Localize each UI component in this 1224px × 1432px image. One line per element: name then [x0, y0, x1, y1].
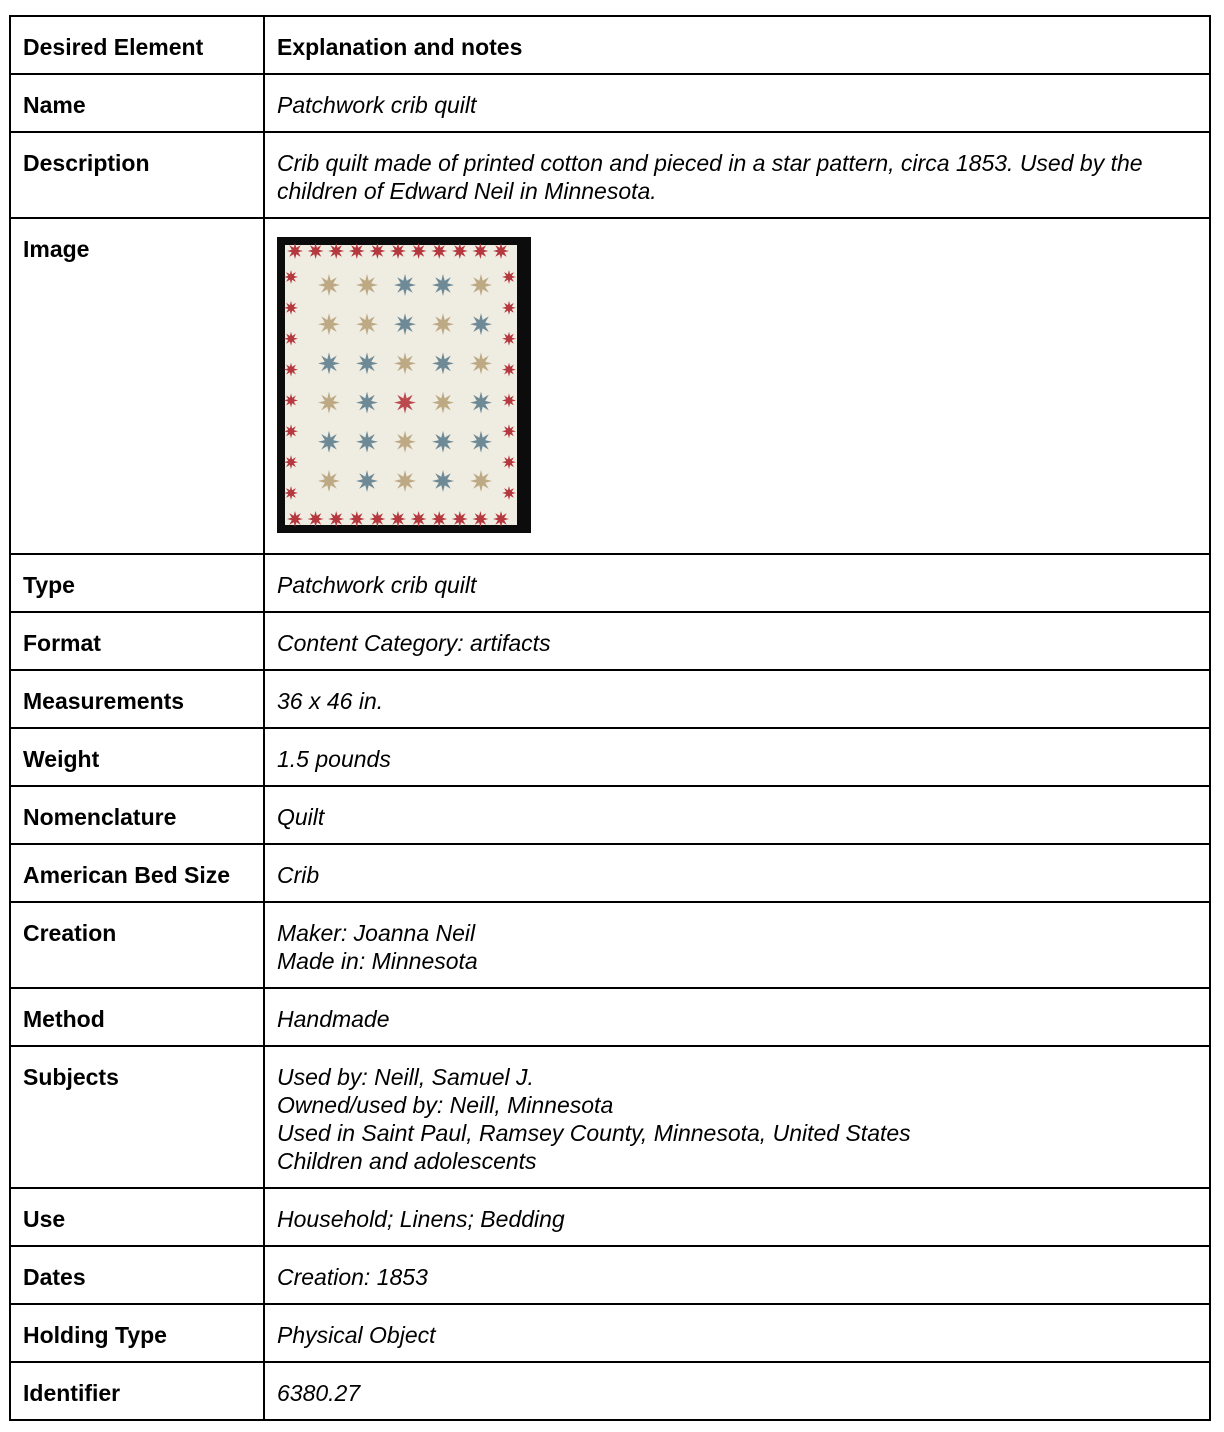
- row-label: Format: [10, 612, 264, 670]
- quilt-star: [318, 431, 340, 453]
- row-value: [264, 554, 1210, 612]
- border-star: [287, 511, 303, 527]
- quilt-star: [432, 352, 454, 374]
- table-row: [10, 902, 1210, 988]
- table-row: [10, 988, 1210, 1046]
- header-desired-element: Desired Element: [10, 16, 264, 74]
- quilt-star: [470, 431, 492, 453]
- row-value: [264, 1246, 1210, 1304]
- quilt-star: [394, 313, 416, 335]
- row-label: American Bed Size: [10, 844, 264, 902]
- value-line: Physical Object: [277, 1322, 436, 1348]
- quilt-star: [394, 431, 416, 453]
- row-label: Description: [10, 132, 264, 218]
- quilt-star: [470, 313, 492, 335]
- border-star: [390, 511, 406, 527]
- quilt-star: [356, 470, 378, 492]
- quilt-star: [432, 470, 454, 492]
- border-star: [369, 511, 385, 527]
- border-star: [411, 243, 427, 259]
- quilt-star: [432, 392, 454, 414]
- row-label: Identifier: [10, 1362, 264, 1420]
- quilt-star: [394, 352, 416, 374]
- row-value: [264, 132, 1210, 218]
- quilt-star: [470, 352, 492, 374]
- quilt-star: [318, 274, 340, 296]
- row-label: Holding Type: [10, 1304, 264, 1362]
- value-line: Made in: Minnesota: [277, 948, 478, 974]
- row-label: Subjects: [10, 1046, 264, 1188]
- border-star: [472, 243, 488, 259]
- quilt-star: [318, 352, 340, 374]
- border-star: [431, 243, 447, 259]
- value-line: Maker: Joanna Neil: [277, 920, 476, 946]
- row-value: [264, 844, 1210, 902]
- quilt-star: [356, 313, 378, 335]
- quilt-star: [432, 431, 454, 453]
- value-line: 36 x 46 in.: [277, 688, 384, 714]
- row-value: [264, 612, 1210, 670]
- header-explanation: Explanation and notes: [264, 16, 1210, 74]
- row-label: Weight: [10, 728, 264, 786]
- border-star: [308, 511, 324, 527]
- row-value: [264, 786, 1210, 844]
- table-row: [10, 1246, 1210, 1304]
- row-label: Type: [10, 554, 264, 612]
- table-row: [10, 218, 1210, 554]
- value-line: Children and adolescents: [277, 1148, 537, 1174]
- quilt-star: [432, 274, 454, 296]
- table-row: [10, 612, 1210, 670]
- row-label: Measurements: [10, 670, 264, 728]
- border-star: [493, 243, 509, 259]
- value-line: Handmade: [277, 1006, 390, 1032]
- row-label: Dates: [10, 1246, 264, 1304]
- table-header-row: [10, 16, 1210, 74]
- quilt-star: [394, 392, 416, 414]
- value-line: Used in Saint Paul, Ramsey County, Minnesota, United States: [277, 1120, 911, 1146]
- table-row: [10, 1188, 1210, 1246]
- table-row: [10, 844, 1210, 902]
- table-row: [10, 132, 1210, 218]
- border-star: [349, 243, 365, 259]
- metadata-table: [9, 15, 1211, 1421]
- quilt-star: [356, 431, 378, 453]
- border-star: [328, 243, 344, 259]
- metadata-table-body: [10, 16, 1210, 1420]
- row-value: [264, 902, 1210, 988]
- table-row: [10, 1304, 1210, 1362]
- border-star: [287, 243, 303, 259]
- quilt-star: [318, 470, 340, 492]
- quilt-image: [277, 237, 531, 533]
- value-line: Creation: 1853: [277, 1264, 428, 1290]
- border-star: [284, 270, 298, 284]
- border-star: [431, 511, 447, 527]
- value-line: Used by: Neill, Samuel J.: [277, 1064, 534, 1090]
- row-value: [264, 1188, 1210, 1246]
- value-line: Household; Linens; Bedding: [277, 1206, 565, 1232]
- row-value: [264, 1304, 1210, 1362]
- row-label: Method: [10, 988, 264, 1046]
- row-value: [264, 1046, 1210, 1188]
- row-value: [264, 670, 1210, 728]
- border-star: [308, 243, 324, 259]
- quilt-star: [318, 313, 340, 335]
- quilt-star: [470, 392, 492, 414]
- value-line: children of Edward Neil in Minnesota.: [277, 178, 657, 204]
- value-line: Crib quilt made of printed cotton and pieced in a star pattern, circa 1853. Used by the: [277, 150, 1143, 176]
- table-row: [10, 554, 1210, 612]
- border-star: [369, 243, 385, 259]
- table-row: [10, 1046, 1210, 1188]
- quilt-star: [356, 352, 378, 374]
- row-value: [264, 988, 1210, 1046]
- row-label: Use: [10, 1188, 264, 1246]
- table-row: [10, 1362, 1210, 1420]
- value-line: Quilt: [277, 804, 325, 830]
- row-value: [264, 218, 1210, 554]
- image-container: [277, 235, 1197, 533]
- border-star: [349, 511, 365, 527]
- table-row: [10, 670, 1210, 728]
- value-line: Owned/used by: Neill, Minnesota: [277, 1092, 614, 1118]
- quilt-star: [318, 392, 340, 414]
- row-value: [264, 728, 1210, 786]
- border-star: [493, 511, 509, 527]
- row-value: [264, 74, 1210, 132]
- border-star: [452, 511, 468, 527]
- border-star: [390, 243, 406, 259]
- quilt-star: [356, 274, 378, 296]
- border-star: [452, 243, 468, 259]
- value-line: Crib: [277, 862, 320, 888]
- table-row: [10, 74, 1210, 132]
- row-label: Creation: [10, 902, 264, 988]
- value-line: Content Category: artifacts: [277, 630, 551, 656]
- quilt-star: [470, 274, 492, 296]
- row-label: Image: [10, 218, 264, 554]
- quilt-star: [394, 274, 416, 296]
- row-label: Name: [10, 74, 264, 132]
- table-row: [10, 786, 1210, 844]
- value-line: 1.5 pounds: [277, 746, 391, 772]
- value-line: Patchwork crib quilt: [277, 572, 477, 598]
- row-value: [264, 1362, 1210, 1420]
- value-line: Patchwork crib quilt: [277, 92, 477, 118]
- value-line: 6380.27: [277, 1380, 361, 1406]
- quilt-star: [356, 392, 378, 414]
- quilt-star: [432, 313, 454, 335]
- border-star: [472, 511, 488, 527]
- quilt-star: [470, 470, 492, 492]
- table-row: [10, 728, 1210, 786]
- border-star: [411, 511, 427, 527]
- quilt-star: [394, 470, 416, 492]
- row-label: Nomenclature: [10, 786, 264, 844]
- border-star: [328, 511, 344, 527]
